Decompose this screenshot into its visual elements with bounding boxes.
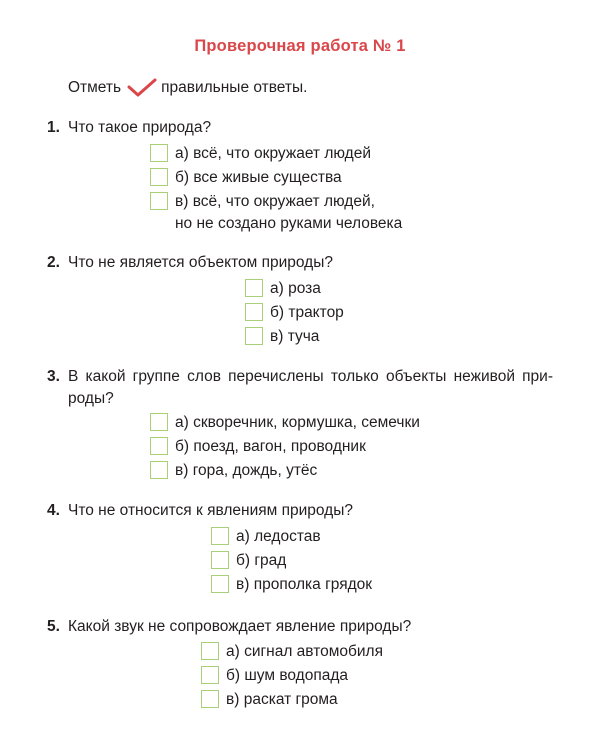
- answer-checkbox[interactable]: [245, 327, 263, 345]
- answer-list-1: [150, 143, 402, 237]
- instruction-text-after: правильные ответы.: [161, 79, 308, 96]
- answer-checkbox[interactable]: [245, 279, 263, 297]
- question-4: [47, 500, 577, 522]
- answer-list-4: [211, 526, 372, 598]
- answer-label: б) град: [236, 552, 287, 569]
- question-number: 4.: [47, 502, 60, 519]
- answer-option[interactable]: [245, 326, 344, 350]
- answer-checkbox[interactable]: [201, 690, 219, 708]
- answer-checkbox[interactable]: [150, 413, 168, 431]
- answer-checkbox[interactable]: [211, 551, 229, 569]
- answer-option[interactable]: [150, 436, 420, 460]
- question-number: 1.: [47, 119, 60, 136]
- instruction-text-before: Отметь: [68, 79, 122, 96]
- answer-option[interactable]: [211, 550, 372, 574]
- question-1: [47, 117, 577, 139]
- answer-label: а) сигнал автомобиля: [226, 643, 383, 660]
- answer-option[interactable]: [201, 665, 383, 689]
- answer-option[interactable]: [150, 460, 420, 484]
- answer-label: в) гора, дождь, утёс: [175, 462, 318, 479]
- answer-label: б) все живые существа: [175, 169, 342, 186]
- answer-checkbox[interactable]: [201, 642, 219, 660]
- answer-option[interactable]: [150, 191, 402, 237]
- question-number: 2.: [47, 254, 60, 271]
- answer-option[interactable]: [245, 278, 344, 302]
- question-2: [47, 252, 577, 274]
- answer-label: а) ледостав: [236, 528, 321, 545]
- question-text: Что не относится к явлениям природы?: [68, 502, 353, 519]
- answer-option[interactable]: [150, 412, 420, 436]
- answer-label: в) прополка грядок: [236, 576, 373, 593]
- page-title: Проверочная работа № 1: [194, 37, 406, 55]
- question-text: В какой группе слов перечислены только объекты неживой при-роды?: [68, 368, 553, 407]
- answer-option[interactable]: [150, 167, 402, 191]
- answer-checkbox[interactable]: [245, 303, 263, 321]
- answer-label: а) роза: [270, 280, 321, 297]
- answer-checkbox[interactable]: [150, 168, 168, 186]
- question-text: Что не является объектом природы?: [68, 254, 333, 271]
- answer-checkbox[interactable]: [211, 575, 229, 593]
- instruction: [68, 78, 307, 98]
- question-text: Какой звук не сопровождает явление природы?: [68, 618, 412, 635]
- answer-option[interactable]: [201, 641, 383, 665]
- question-3: [47, 366, 577, 410]
- answer-checkbox[interactable]: [211, 527, 229, 545]
- answer-option[interactable]: [211, 526, 372, 550]
- question-text: Что такое природа?: [68, 119, 212, 136]
- question-number: 5.: [47, 618, 60, 635]
- answer-checkbox[interactable]: [150, 461, 168, 479]
- checkmark-icon: [127, 78, 157, 98]
- answer-list-5: [201, 641, 383, 713]
- answer-checkbox[interactable]: [201, 666, 219, 684]
- answer-label: в) туча: [270, 328, 320, 345]
- answer-label: в) всё, что окружает людей, но не создано руками человека: [175, 193, 403, 232]
- answer-label: а) скворечник, кормушка, семечки: [175, 414, 420, 431]
- answer-option[interactable]: [245, 302, 344, 326]
- answer-checkbox[interactable]: [150, 144, 168, 162]
- answer-label: б) шум водопада: [226, 667, 349, 684]
- answer-label: а) всё, что окружает людей: [175, 145, 371, 162]
- answer-list-2: [245, 278, 344, 350]
- answer-checkbox[interactable]: [150, 437, 168, 455]
- answer-option[interactable]: [201, 689, 383, 713]
- answer-label: б) поезд, вагон, проводник: [175, 438, 366, 455]
- answer-checkbox[interactable]: [150, 192, 168, 210]
- question-number: 3.: [47, 368, 60, 385]
- answer-option[interactable]: [150, 143, 402, 167]
- answer-label: б) трактор: [270, 304, 344, 321]
- answer-option[interactable]: [211, 574, 372, 598]
- answer-label: в) раскат грома: [226, 691, 338, 708]
- question-5: [47, 616, 577, 638]
- answer-list-3: [150, 412, 420, 484]
